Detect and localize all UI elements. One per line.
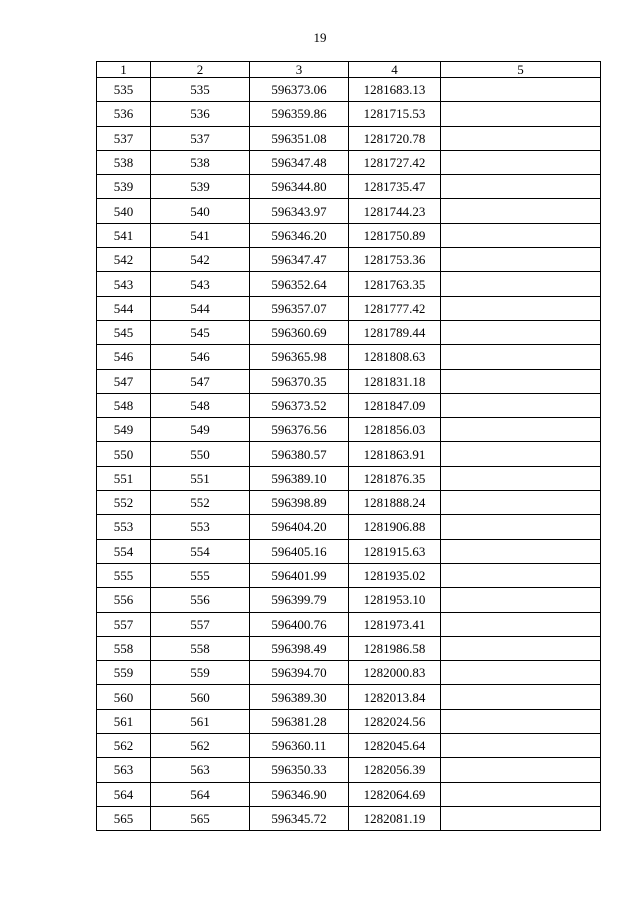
table-row (97, 612, 601, 636)
point-id-cell: 540 (151, 199, 250, 223)
note-cell (441, 734, 601, 758)
y-coordinate-cell: 1281735.47 (349, 175, 441, 199)
point-number-cell: 552 (97, 491, 151, 515)
table-row (97, 418, 601, 442)
point-id-cell: 543 (151, 272, 250, 296)
table-row (97, 393, 601, 417)
note-cell (441, 223, 601, 247)
y-coordinate-cell: 1281727.42 (349, 150, 441, 174)
x-coordinate-cell: 596360.11 (250, 734, 349, 758)
y-coordinate-cell: 1281986.58 (349, 636, 441, 660)
y-coordinate-cell: 1281715.53 (349, 102, 441, 126)
point-number-cell: 538 (97, 150, 151, 174)
point-number-cell: 547 (97, 369, 151, 393)
table-row (97, 296, 601, 320)
note-cell (441, 296, 601, 320)
y-coordinate-cell: 1281789.44 (349, 320, 441, 344)
x-coordinate-cell: 596350.33 (250, 758, 349, 782)
point-id-cell: 560 (151, 685, 250, 709)
point-id-cell: 541 (151, 223, 250, 247)
point-id-cell: 555 (151, 563, 250, 587)
point-number-cell: 556 (97, 588, 151, 612)
note-cell (441, 199, 601, 223)
x-coordinate-cell: 596352.64 (250, 272, 349, 296)
x-coordinate-cell: 596389.30 (250, 685, 349, 709)
point-number-cell: 536 (97, 102, 151, 126)
point-id-cell: 556 (151, 588, 250, 612)
point-id-cell: 542 (151, 248, 250, 272)
point-number-cell: 549 (97, 418, 151, 442)
y-coordinate-cell: 1281856.03 (349, 418, 441, 442)
point-number-cell: 535 (97, 78, 151, 102)
point-id-cell: 563 (151, 758, 250, 782)
x-coordinate-cell: 596344.80 (250, 175, 349, 199)
column-header: 2 (151, 62, 250, 78)
x-coordinate-cell: 596373.06 (250, 78, 349, 102)
y-coordinate-cell: 1282056.39 (349, 758, 441, 782)
point-number-cell: 537 (97, 126, 151, 150)
x-coordinate-cell: 596345.72 (250, 806, 349, 830)
note-cell (441, 588, 601, 612)
note-cell (441, 466, 601, 490)
point-id-cell: 550 (151, 442, 250, 466)
point-number-cell: 565 (97, 806, 151, 830)
x-coordinate-cell: 596346.90 (250, 782, 349, 806)
y-coordinate-cell: 1282081.19 (349, 806, 441, 830)
point-id-cell: 554 (151, 539, 250, 563)
table-row (97, 515, 601, 539)
point-number-cell: 542 (97, 248, 151, 272)
x-coordinate-cell: 596351.08 (250, 126, 349, 150)
table-row (97, 685, 601, 709)
point-id-cell: 539 (151, 175, 250, 199)
table-row (97, 248, 601, 272)
column-header: 5 (441, 62, 601, 78)
note-cell (441, 758, 601, 782)
point-id-cell: 544 (151, 296, 250, 320)
y-coordinate-cell: 1282064.69 (349, 782, 441, 806)
point-id-cell: 546 (151, 345, 250, 369)
note-cell (441, 272, 601, 296)
point-number-cell: 560 (97, 685, 151, 709)
column-header: 3 (250, 62, 349, 78)
y-coordinate-cell: 1281750.89 (349, 223, 441, 247)
note-cell (441, 612, 601, 636)
y-coordinate-cell: 1281808.63 (349, 345, 441, 369)
y-coordinate-cell: 1281777.42 (349, 296, 441, 320)
point-number-cell: 551 (97, 466, 151, 490)
note-cell (441, 175, 601, 199)
y-coordinate-cell: 1281863.91 (349, 442, 441, 466)
table-row (97, 272, 601, 296)
x-coordinate-cell: 596360.69 (250, 320, 349, 344)
point-number-cell: 543 (97, 272, 151, 296)
y-coordinate-cell: 1281935.02 (349, 563, 441, 587)
point-id-cell: 564 (151, 782, 250, 806)
y-coordinate-cell: 1281720.78 (349, 126, 441, 150)
x-coordinate-cell: 596400.76 (250, 612, 349, 636)
note-cell (441, 126, 601, 150)
table-row (97, 345, 601, 369)
table-row (97, 466, 601, 490)
point-number-cell: 546 (97, 345, 151, 369)
point-id-cell: 536 (151, 102, 250, 126)
point-id-cell: 545 (151, 320, 250, 344)
point-id-cell: 552 (151, 491, 250, 515)
point-number-cell: 563 (97, 758, 151, 782)
point-number-cell: 562 (97, 734, 151, 758)
note-cell (441, 393, 601, 417)
x-coordinate-cell: 596389.10 (250, 466, 349, 490)
point-number-cell: 554 (97, 539, 151, 563)
point-id-cell: 538 (151, 150, 250, 174)
table-row (97, 150, 601, 174)
point-number-cell: 541 (97, 223, 151, 247)
y-coordinate-cell: 1281953.10 (349, 588, 441, 612)
table-row (97, 369, 601, 393)
point-id-cell: 561 (151, 709, 250, 733)
table-row (97, 102, 601, 126)
point-id-cell: 565 (151, 806, 250, 830)
note-cell (441, 442, 601, 466)
note-cell (441, 685, 601, 709)
point-number-cell: 545 (97, 320, 151, 344)
x-coordinate-cell: 596394.70 (250, 661, 349, 685)
point-number-cell: 564 (97, 782, 151, 806)
point-number-cell: 539 (97, 175, 151, 199)
table-row (97, 78, 601, 102)
x-coordinate-cell: 596404.20 (250, 515, 349, 539)
coordinates-table (96, 61, 601, 831)
table-row (97, 199, 601, 223)
y-coordinate-cell: 1282000.83 (349, 661, 441, 685)
note-cell (441, 782, 601, 806)
y-coordinate-cell: 1282013.84 (349, 685, 441, 709)
point-number-cell: 561 (97, 709, 151, 733)
point-number-cell: 558 (97, 636, 151, 660)
x-coordinate-cell: 596357.07 (250, 296, 349, 320)
x-coordinate-cell: 596343.97 (250, 199, 349, 223)
point-number-cell: 555 (97, 563, 151, 587)
y-coordinate-cell: 1281753.36 (349, 248, 441, 272)
table-row (97, 175, 601, 199)
x-coordinate-cell: 596380.57 (250, 442, 349, 466)
y-coordinate-cell: 1282024.56 (349, 709, 441, 733)
y-coordinate-cell: 1281847.09 (349, 393, 441, 417)
x-coordinate-cell: 596370.35 (250, 369, 349, 393)
table-row (97, 126, 601, 150)
point-number-cell: 540 (97, 199, 151, 223)
table-row (97, 442, 601, 466)
table-row (97, 320, 601, 344)
column-header: 1 (97, 62, 151, 78)
point-id-cell: 535 (151, 78, 250, 102)
x-coordinate-cell: 596347.47 (250, 248, 349, 272)
x-coordinate-cell: 596398.49 (250, 636, 349, 660)
point-number-cell: 550 (97, 442, 151, 466)
note-cell (441, 709, 601, 733)
note-cell (441, 636, 601, 660)
table-row (97, 636, 601, 660)
table-row (97, 734, 601, 758)
y-coordinate-cell: 1281831.18 (349, 369, 441, 393)
note-cell (441, 248, 601, 272)
table-row (97, 758, 601, 782)
x-coordinate-cell: 596376.56 (250, 418, 349, 442)
x-coordinate-cell: 596398.89 (250, 491, 349, 515)
y-coordinate-cell: 1282045.64 (349, 734, 441, 758)
table-row (97, 588, 601, 612)
point-number-cell: 553 (97, 515, 151, 539)
table-row (97, 661, 601, 685)
y-coordinate-cell: 1281906.88 (349, 515, 441, 539)
point-number-cell: 559 (97, 661, 151, 685)
y-coordinate-cell: 1281915.63 (349, 539, 441, 563)
column-header: 4 (349, 62, 441, 78)
y-coordinate-cell: 1281876.35 (349, 466, 441, 490)
table-row (97, 563, 601, 587)
x-coordinate-cell: 596365.98 (250, 345, 349, 369)
table-row (97, 539, 601, 563)
x-coordinate-cell: 596346.20 (250, 223, 349, 247)
table-header-row (97, 62, 601, 78)
y-coordinate-cell: 1281973.41 (349, 612, 441, 636)
x-coordinate-cell: 596347.48 (250, 150, 349, 174)
table-row (97, 806, 601, 830)
table-row (97, 223, 601, 247)
table-row (97, 491, 601, 515)
x-coordinate-cell: 596405.16 (250, 539, 349, 563)
note-cell (441, 369, 601, 393)
y-coordinate-cell: 1281744.23 (349, 199, 441, 223)
point-number-cell: 544 (97, 296, 151, 320)
point-id-cell: 557 (151, 612, 250, 636)
page-number: 19 (313, 30, 327, 45)
note-cell (441, 102, 601, 126)
note-cell (441, 806, 601, 830)
note-cell (441, 418, 601, 442)
point-number-cell: 548 (97, 393, 151, 417)
note-cell (441, 515, 601, 539)
note-cell (441, 78, 601, 102)
point-number-cell: 557 (97, 612, 151, 636)
x-coordinate-cell: 596401.99 (250, 563, 349, 587)
y-coordinate-cell: 1281683.13 (349, 78, 441, 102)
note-cell (441, 563, 601, 587)
note-cell (441, 491, 601, 515)
table-row (97, 782, 601, 806)
note-cell (441, 345, 601, 369)
point-id-cell: 547 (151, 369, 250, 393)
y-coordinate-cell: 1281888.24 (349, 491, 441, 515)
x-coordinate-cell: 596381.28 (250, 709, 349, 733)
point-id-cell: 548 (151, 393, 250, 417)
x-coordinate-cell: 596373.52 (250, 393, 349, 417)
point-id-cell: 562 (151, 734, 250, 758)
point-id-cell: 559 (151, 661, 250, 685)
x-coordinate-cell: 596399.79 (250, 588, 349, 612)
note-cell (441, 661, 601, 685)
point-id-cell: 551 (151, 466, 250, 490)
note-cell (441, 320, 601, 344)
point-id-cell: 553 (151, 515, 250, 539)
point-id-cell: 537 (151, 126, 250, 150)
table-row (97, 709, 601, 733)
y-coordinate-cell: 1281763.35 (349, 272, 441, 296)
point-id-cell: 549 (151, 418, 250, 442)
note-cell (441, 539, 601, 563)
point-id-cell: 558 (151, 636, 250, 660)
x-coordinate-cell: 596359.86 (250, 102, 349, 126)
table-body (97, 78, 601, 831)
note-cell (441, 150, 601, 174)
